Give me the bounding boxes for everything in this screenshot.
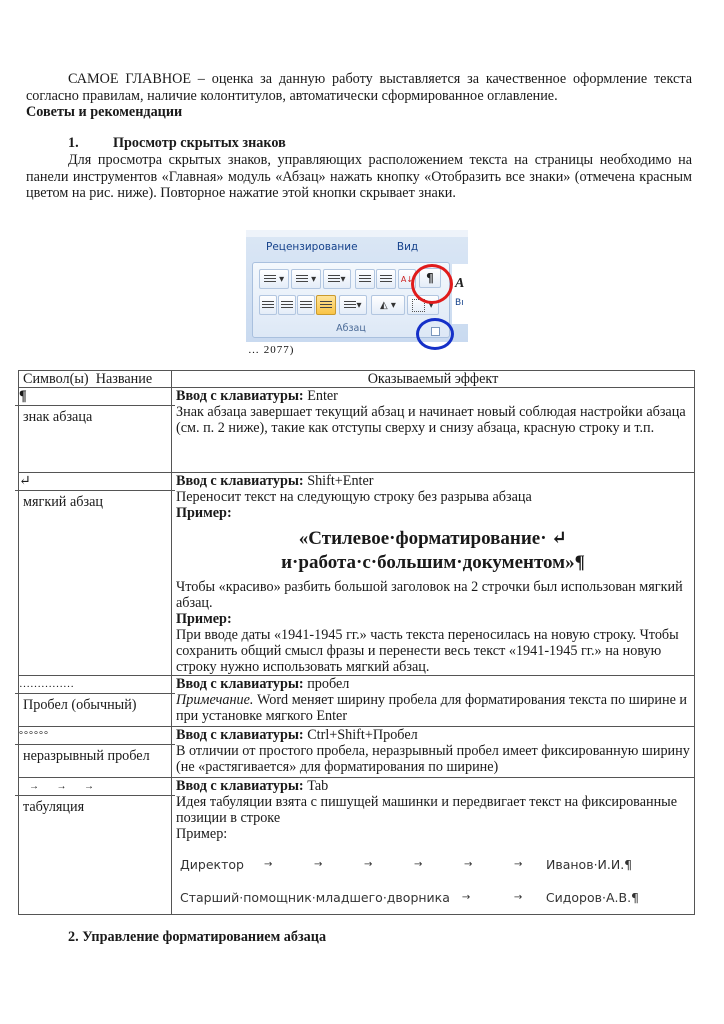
effect-text: Чтобы «красиво» разбить большой заголовок на 2 строчки был использован мягкий абзац. bbox=[176, 579, 683, 611]
styles-preview[interactable] bbox=[452, 264, 468, 324]
key-value: Shift+Enter bbox=[303, 473, 374, 489]
effect-text: В отличии от простого пробела, неразрывный пробел имеет фиксированную ширину (не «растягивается» для форматирования по ширине) bbox=[176, 743, 690, 775]
multilevel-list-button[interactable]: ▾ bbox=[323, 269, 351, 289]
table-header-row bbox=[19, 371, 695, 388]
sort-icon: A↓ bbox=[400, 274, 414, 284]
tab-arrow-icon: → bbox=[464, 858, 473, 870]
symbol-cell: ¶ bbox=[15, 388, 175, 406]
multilevel-list-icon bbox=[328, 275, 340, 284]
tab-example bbox=[180, 848, 690, 914]
align-center-icon bbox=[281, 301, 293, 310]
effect-cell bbox=[172, 778, 695, 915]
effect-text: Переносит текст на следующую строку без разрыва абзаца bbox=[176, 489, 532, 505]
key-label: Ввод с клавиатуры: bbox=[176, 388, 304, 404]
symbol-cell: …………… bbox=[15, 676, 175, 694]
shading-button[interactable]: ◭ ▾ bbox=[371, 295, 405, 315]
line-spacing-icon bbox=[344, 301, 356, 310]
name-cell: табуляция bbox=[23, 799, 85, 815]
tab-arrow-icon: → bbox=[314, 858, 323, 870]
blue-highlight-circle bbox=[416, 318, 454, 350]
symbol-cell: → → → bbox=[15, 778, 175, 796]
justify-button[interactable] bbox=[316, 295, 336, 315]
effect-cell bbox=[172, 388, 695, 473]
line-spacing-button[interactable]: ▾ bbox=[339, 295, 367, 315]
tab-arrows bbox=[462, 890, 524, 906]
tab-example-left: Директор bbox=[180, 856, 244, 872]
example-label: Пример: bbox=[176, 505, 232, 521]
name-cell: знак абзаца bbox=[23, 409, 93, 425]
tab-arrow-icon: → bbox=[461, 891, 471, 903]
style-preview-label: Вı bbox=[455, 298, 464, 308]
key-value: пробел bbox=[303, 676, 350, 692]
symbol-cell: ↵ bbox=[15, 473, 175, 491]
effect-text: Идея табуляции взята с пишущей машинки и передвигает текст на фиксированные позиции в строке bbox=[176, 794, 678, 826]
bullets-button[interactable]: ▾ bbox=[259, 269, 289, 289]
increase-indent-icon bbox=[380, 275, 392, 284]
ribbon-tabs bbox=[266, 241, 454, 253]
align-right-button[interactable] bbox=[297, 295, 315, 315]
effect-text: Знак абзаца завершает текущий абзац и начинает новый соблюдая настройки абзаца (см. п. 2 ниже), такие как отступы сверху и снизу абзаца, красную строку и т.п. bbox=[176, 404, 686, 436]
name-cell: неразрывный пробел bbox=[23, 748, 150, 764]
header-symbol-name: Символ(ы) Название bbox=[19, 371, 172, 388]
decrease-indent-button[interactable] bbox=[355, 269, 375, 289]
tab-example-right: Сидоров·А.В.¶ bbox=[545, 889, 639, 905]
example-line-2: и·работа·с·большим·документом»¶ bbox=[281, 552, 585, 573]
align-left-icon bbox=[262, 301, 274, 310]
table-row bbox=[19, 388, 695, 473]
numbering-button[interactable]: ▾ bbox=[291, 269, 321, 289]
effect-cell bbox=[172, 473, 695, 676]
example-line-1: «Стилевое·форматирование· ↵ bbox=[298, 528, 568, 549]
borders-button[interactable]: ▾ bbox=[407, 295, 439, 315]
section1-number: 1. bbox=[68, 135, 79, 151]
subtitle-tips: Советы и рекомендации bbox=[26, 104, 183, 120]
decrease-indent-icon bbox=[359, 275, 371, 284]
soft-break-example bbox=[176, 527, 690, 575]
tab-example-row bbox=[180, 848, 690, 881]
increase-indent-button[interactable] bbox=[376, 269, 396, 289]
tab-arrow-icon: → bbox=[264, 858, 273, 870]
hidden-marks-table bbox=[18, 370, 695, 915]
tab-example-left: Старший·помощник·младшего·дворника bbox=[180, 889, 450, 905]
paint-bucket-icon: ◭ bbox=[380, 299, 388, 311]
key-value: Tab bbox=[303, 778, 329, 794]
tab-arrows bbox=[264, 857, 524, 873]
example-label: Пример: bbox=[176, 611, 232, 627]
intro-paragraph: САМОЕ ГЛАВНОЕ – оценка за данную работу выставляется за качественное оформление текста согласно правилам, наличие колонтитулов, автоматически сформированное оглавление. bbox=[26, 71, 692, 104]
tab-review[interactable]: Рецензирование bbox=[266, 241, 358, 253]
align-right-icon bbox=[300, 301, 312, 310]
justify-icon bbox=[320, 301, 332, 310]
tab-view[interactable]: Вид bbox=[396, 241, 419, 253]
tab-arrow-icon: → bbox=[514, 858, 523, 870]
figure-caption-fragment: … 2077) bbox=[248, 344, 295, 356]
table-row bbox=[19, 473, 695, 676]
section1-paragraph: Для просмотра скрытых знаков, управляющих расположением текста на страницы необходимо на панели инструментов «Главная» модуль «Абзац» нажать кнопку «Отобразить все знаки» (отмечена красным цветом на рис. ниже). Повторное нажатие этой кнопки скрывает знаки. bbox=[26, 152, 692, 201]
group-label: Абзац bbox=[336, 323, 366, 334]
ribbon-top-strip bbox=[246, 230, 468, 237]
symbol-cell: °°°°°° bbox=[15, 727, 175, 745]
tab-arrow-icon: → bbox=[364, 858, 373, 870]
numbering-icon bbox=[296, 275, 308, 284]
key-value: Enter bbox=[303, 388, 338, 404]
key-label: Ввод с клавиатуры: bbox=[176, 727, 304, 743]
table-row bbox=[19, 676, 695, 727]
style-preview-glyph: А bbox=[455, 276, 465, 291]
effect-text: При вводе даты «1941-1945 гг.» часть текста переносилась на новую строку. Чтобы сохранить общий смысл фразы и перенести весь текст «1941-1945 гг.» на новую строку нужно использовать мягкий абзац. bbox=[176, 627, 679, 675]
bullets-icon bbox=[264, 275, 276, 284]
effect-cell bbox=[172, 676, 695, 727]
section1-title: Просмотр скрытых знаков bbox=[113, 135, 286, 151]
pilcrow-icon: ¶ bbox=[426, 271, 434, 285]
key-value: Ctrl+Shift+Пробел bbox=[303, 727, 418, 743]
tab-example-right: Иванов·И.И.¶ bbox=[546, 856, 633, 872]
tab-arrow-icon: → bbox=[513, 891, 523, 903]
tab-example-row bbox=[180, 881, 690, 914]
table-row bbox=[19, 727, 695, 778]
section2-title: 2. Управление форматированием абзаца bbox=[68, 929, 327, 945]
header-effect: Оказываемый эффект bbox=[172, 371, 695, 388]
red-highlight-circle bbox=[411, 264, 453, 304]
key-label: Ввод с клавиатуры: bbox=[176, 676, 304, 692]
note-text: Word меняет ширину пробела для форматирования текста по ширине и при установке мягкого Enter bbox=[176, 692, 688, 724]
tab-arrow-icon: → bbox=[414, 858, 423, 870]
key-label: Ввод с клавиатуры: bbox=[176, 778, 304, 794]
align-left-button[interactable] bbox=[259, 295, 277, 315]
name-cell: Пробел (обычный) bbox=[23, 697, 137, 713]
align-center-button[interactable] bbox=[278, 295, 296, 315]
example-label: Пример: bbox=[176, 826, 228, 842]
effect-cell bbox=[172, 727, 695, 778]
key-label: Ввод с клавиатуры: bbox=[176, 473, 304, 489]
name-cell: мягкий абзац bbox=[23, 494, 103, 510]
note-label: Примечание. bbox=[176, 692, 254, 708]
table-row bbox=[19, 778, 695, 915]
